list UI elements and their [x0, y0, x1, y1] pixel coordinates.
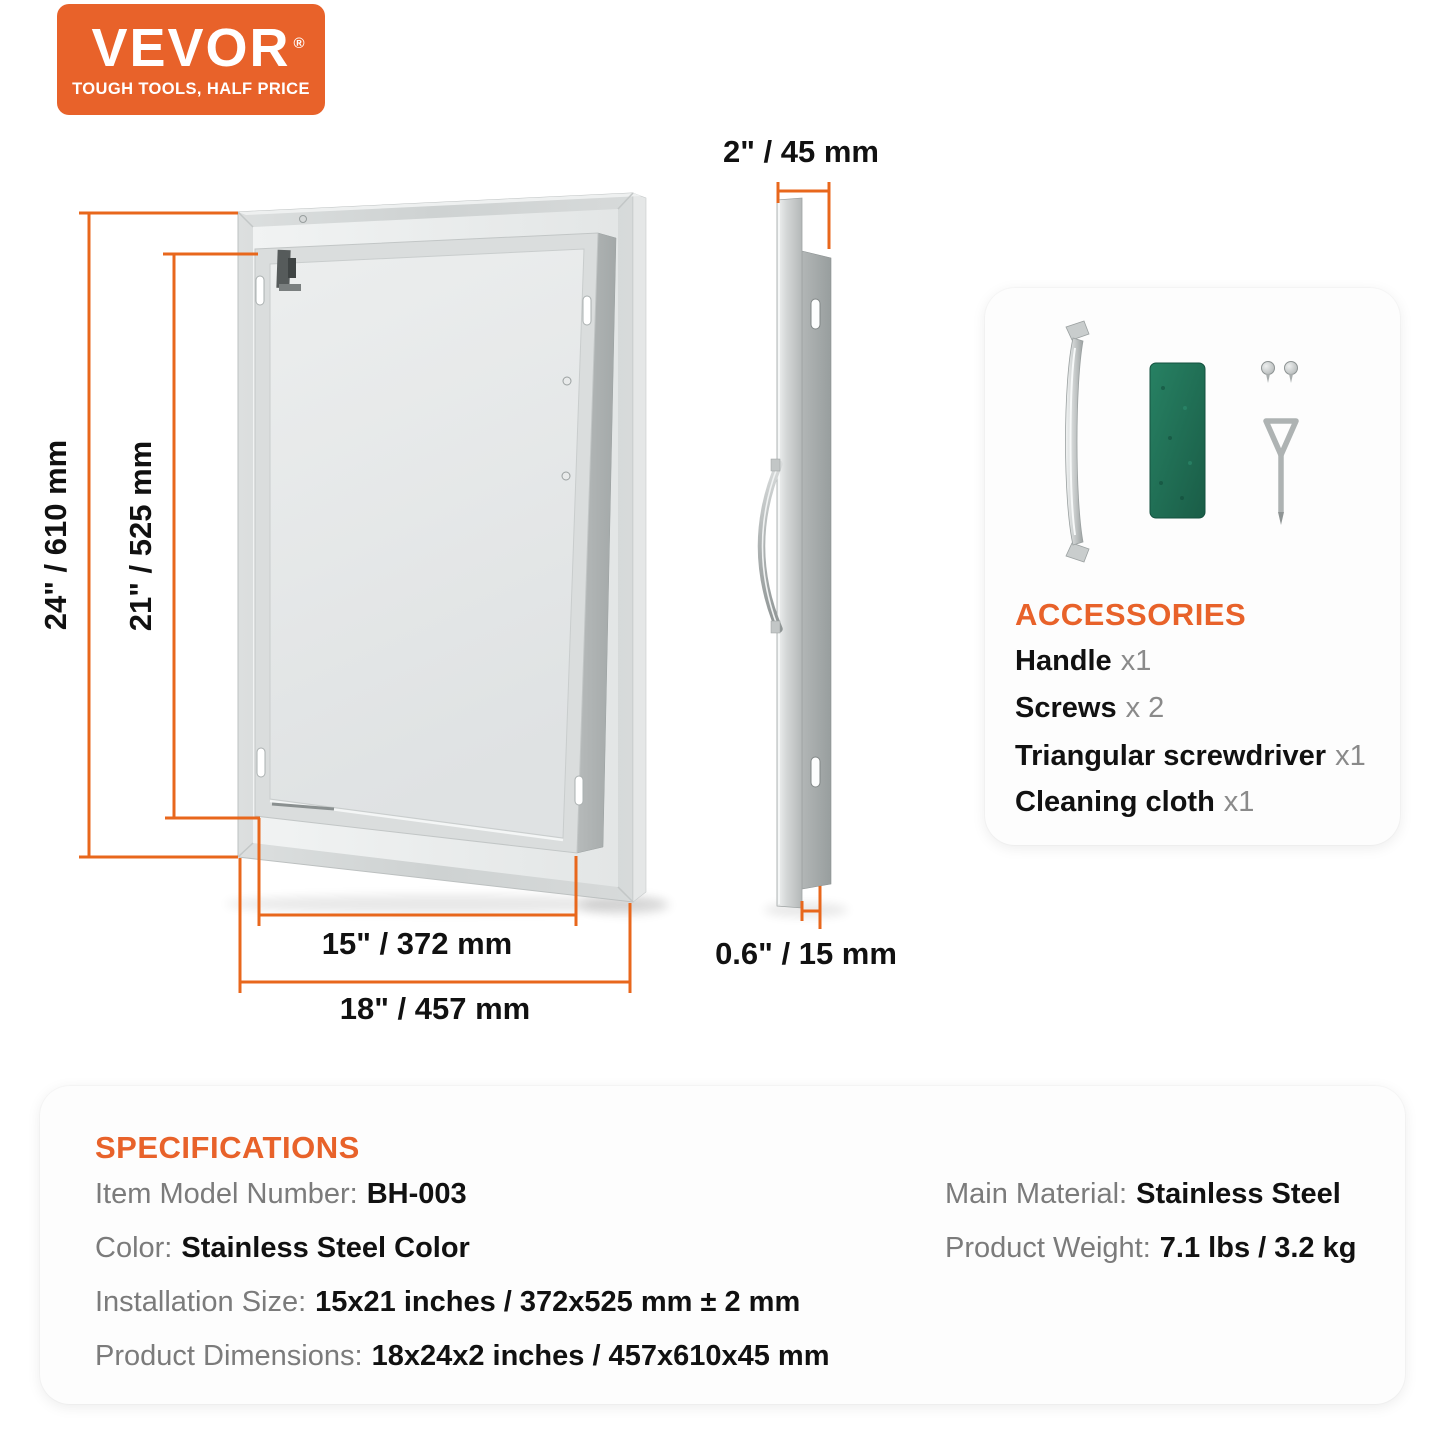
handle-image [1066, 321, 1090, 562]
dim-label-outer-height: 24" / 610 mm [38, 439, 73, 631]
accessory-item-cleaning-cloth: Cleaning cloth x1 [1015, 786, 1255, 818]
door-side-view [762, 198, 849, 917]
spec-row-color: Color: Stainless Steel Color [95, 1232, 470, 1264]
spec-row-model-number: Item Model Number: BH-003 [95, 1178, 467, 1210]
registered-trademark-icon: ® [293, 34, 307, 52]
accessory-item-screwdriver: Triangular screwdriver x1 [1015, 740, 1366, 772]
accessories-title: ACCESSORIES [1015, 597, 1247, 632]
specifications-panel [40, 1086, 1405, 1404]
logo-wordmark: VEVOR ® [91, 17, 307, 78]
specifications-title: SPECIFICATIONS [95, 1130, 360, 1165]
spec-row-main-material: Main Material: Stainless Steel [945, 1178, 1341, 1210]
door-front-view [225, 193, 670, 915]
dim-label-outer-width: 18" / 457 mm [339, 991, 531, 1026]
cleaning-cloth-image [1150, 363, 1205, 518]
spec-row-installation-size: Installation Size: 15x21 inches / 372x525 mm ± 2 mm [95, 1286, 801, 1318]
dim-label-flange-depth: 0.6" / 15 mm [715, 936, 897, 971]
spec-row-product-weight: Product Weight: 7.1 lbs / 3.2 kg [945, 1232, 1357, 1264]
accessory-item-handle: Handle x1 [1015, 645, 1152, 677]
screws-image [1262, 362, 1298, 384]
dim-label-inner-width: 15" / 372 mm [321, 926, 513, 961]
triangular-screwdriver-image [1266, 421, 1296, 525]
vevor-logo [57, 4, 325, 115]
dimension-lines [79, 182, 829, 993]
logo-tagline: TOUGH TOOLS, HALF PRICE [72, 79, 310, 98]
spec-row-product-dimensions: Product Dimensions: 18x24x2 inches / 457x610x45 mm [95, 1340, 830, 1372]
dim-label-inner-height: 21" / 525 mm [123, 440, 158, 632]
dim-label-depth: 2" / 45 mm [723, 134, 879, 169]
accessory-item-screws: Screws x 2 [1015, 692, 1165, 724]
accessories-panel [985, 288, 1400, 845]
